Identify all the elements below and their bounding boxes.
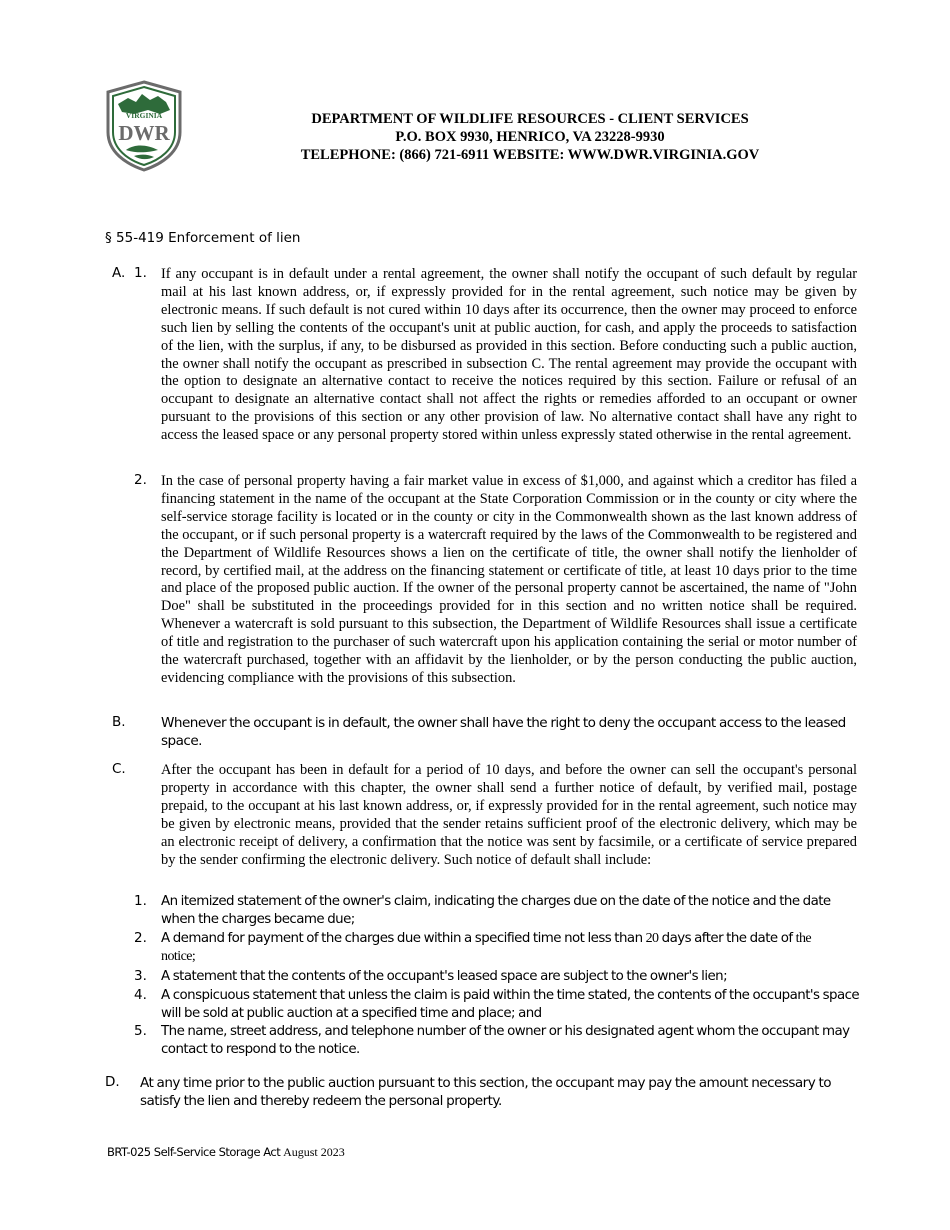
section-d-text: At any time prior to the public auction pursuant to this section, the occupant may pay the amount necessary to satisfy the lien and thereby redeem the personal property. bbox=[140, 1075, 832, 1109]
item-c4-number: 4. bbox=[134, 987, 147, 1003]
item-c2-text-b: 20 bbox=[645, 931, 659, 946]
footer-form: BRT-025 Self-Service Storage Act bbox=[107, 1145, 281, 1159]
item-c5-text: The name, street address, and telephone number of the owner or his designated agent whom the occupant may contact to respond to the notice. bbox=[161, 1024, 850, 1057]
dwr-logo bbox=[104, 80, 184, 172]
item-c1 bbox=[161, 893, 861, 929]
item-c2 bbox=[161, 930, 861, 966]
item-a1 bbox=[161, 266, 857, 445]
item-c1-number: 1. bbox=[134, 893, 147, 909]
section-c-label: C. bbox=[112, 761, 126, 777]
item-a2 bbox=[161, 473, 857, 688]
item-a1-text: If any occupant is in default under a rental agreement, the owner shall notify the occupant of such default by regular mail at his last known address, or, if expressly provided for in the rental agreement, such notice may be given by electronic means. If such default is not cured within 10 days after its occurrence, then the owner may proceed to enforce such lien by selling the contents of the occupant's unit at public auction, for cash, and apply the proceeds to satisfaction of the lien, with the surplus, if any, to be disbursed as provided in this section. Before conducting such a public auction, the owner shall notify the occupant as prescribed in subsection C. The rental agreement may provide the occupant with the option to designate an alternative contact to receive the notices required by this section. Failure or refusal of an occupant to designate an alternative contact shall not affect the rights or remedies afforded to an occupant or owner pursuant to the provisions of this section or any other provision of law. No alternative contact shall have any right to access the leased space or any personal property stored within unless expressly stated otherwise in the rental agreement. bbox=[161, 266, 857, 444]
letterhead bbox=[230, 110, 830, 164]
item-c2-text-c: days after the date of bbox=[658, 931, 796, 946]
header-line-1: DEPARTMENT OF WILDLIFE RESOURCES - CLIENT SERVICES bbox=[311, 111, 749, 127]
section-b-label: B. bbox=[112, 714, 126, 730]
section-d bbox=[140, 1074, 860, 1110]
section-c bbox=[161, 762, 857, 869]
item-c2-number: 2. bbox=[134, 930, 147, 946]
item-c1-text: An itemized statement of the owner's claim, indicating the charges due on the date of the notice and the date when the charges became due; bbox=[161, 894, 831, 927]
header-line-2: P.O. BOX 9930, HENRICO, VA 23228-9930 bbox=[395, 129, 665, 145]
item-a2-text: In the case of personal property having a fair market value in excess of $1,000, and against which a creditor has filed a financing statement in the name of the occupant at the State Corporation Commission or in the county or city where the self-service storage facility is located or in the county or city in the Commonwealth shown as the last known address of the occupant, or if such personal property is a watercraft required by the laws of the Commonwealth to be registered and the Department of Wildlife Resources shows a lien on the certificate of title, the owner shall notify the lienholder of record, by certified mail, at the address on the financing statement or certificate of title, at least 10 days prior to the time and place of the proposed public auction. If the owner of the personal property cannot be ascertained, the name of "John Doe" shall be substituted in the proceedings provided for in this section and no written notice shall be required. Whenever a watercraft is sold pursuant to this subsection, the Department of Wildlife Resources shall issue a certificate of title and registration to the purchaser of such watercraft upon his application containing the serial or motor number of the watercraft purchased, together with an affidavit by the lienholder, or by the person conducting the public auction, evidencing compliance with the provisions of this subsection. bbox=[161, 473, 857, 686]
item-c2-text-d: the bbox=[795, 931, 812, 946]
item-c5-number: 5. bbox=[134, 1023, 147, 1039]
item-c3-number: 3. bbox=[134, 968, 147, 984]
item-c2-text-a: A demand for payment of the charges due within a specified time not less than bbox=[161, 931, 646, 946]
logo-main-text: DWR bbox=[118, 121, 170, 145]
logo-top-text: VIRGINIA bbox=[125, 111, 163, 120]
page-footer bbox=[107, 1145, 345, 1160]
item-c2-text-e: notice; bbox=[161, 949, 196, 964]
footer-date: August 2023 bbox=[283, 1145, 345, 1159]
item-a1-number: 1. bbox=[134, 265, 147, 281]
item-c3-text: A statement that the contents of the occupant's leased space are subject to the owner's lien; bbox=[161, 969, 728, 984]
item-c4-text: A conspicuous statement that unless the claim is paid within the time stated, the contents of the occupant's space will be sold at public auction at a specified time and place; and bbox=[161, 988, 860, 1021]
section-b-text: Whenever the occupant is in default, the owner shall have the right to deny the occupant access to the leased space. bbox=[161, 715, 846, 749]
item-c3 bbox=[161, 968, 861, 986]
header-line-3: TELEPHONE: (866) 721-6911 WEBSITE: WWW.DWR.VIRGINIA.GOV bbox=[300, 147, 760, 163]
section-d-label: D. bbox=[105, 1074, 120, 1090]
section-a-label: A. bbox=[112, 265, 126, 281]
item-a2-number: 2. bbox=[134, 472, 147, 488]
section-title: § 55-419 Enforcement of lien bbox=[105, 230, 301, 246]
item-c5 bbox=[161, 1023, 861, 1059]
section-c-text: After the occupant has been in default for a period of 10 days, and before the owner can sell the occupant's personal property in accordance with this chapter, the owner shall send a further notice of default, by verified mail, postage prepaid, to the occupant at his last known address, or, if expressly provided for in the rental agreement, such notice may be given by electronic means, provided that the sender retains sufficient proof of the electronic delivery, which may be an electronic receipt of delivery, a confirmation that the notice was sent by facsimile, or a certificate of service prepared by the sender confirming the electronic delivery. Such notice of default shall include: bbox=[161, 762, 857, 868]
section-b bbox=[161, 714, 861, 750]
item-c4 bbox=[161, 987, 861, 1023]
